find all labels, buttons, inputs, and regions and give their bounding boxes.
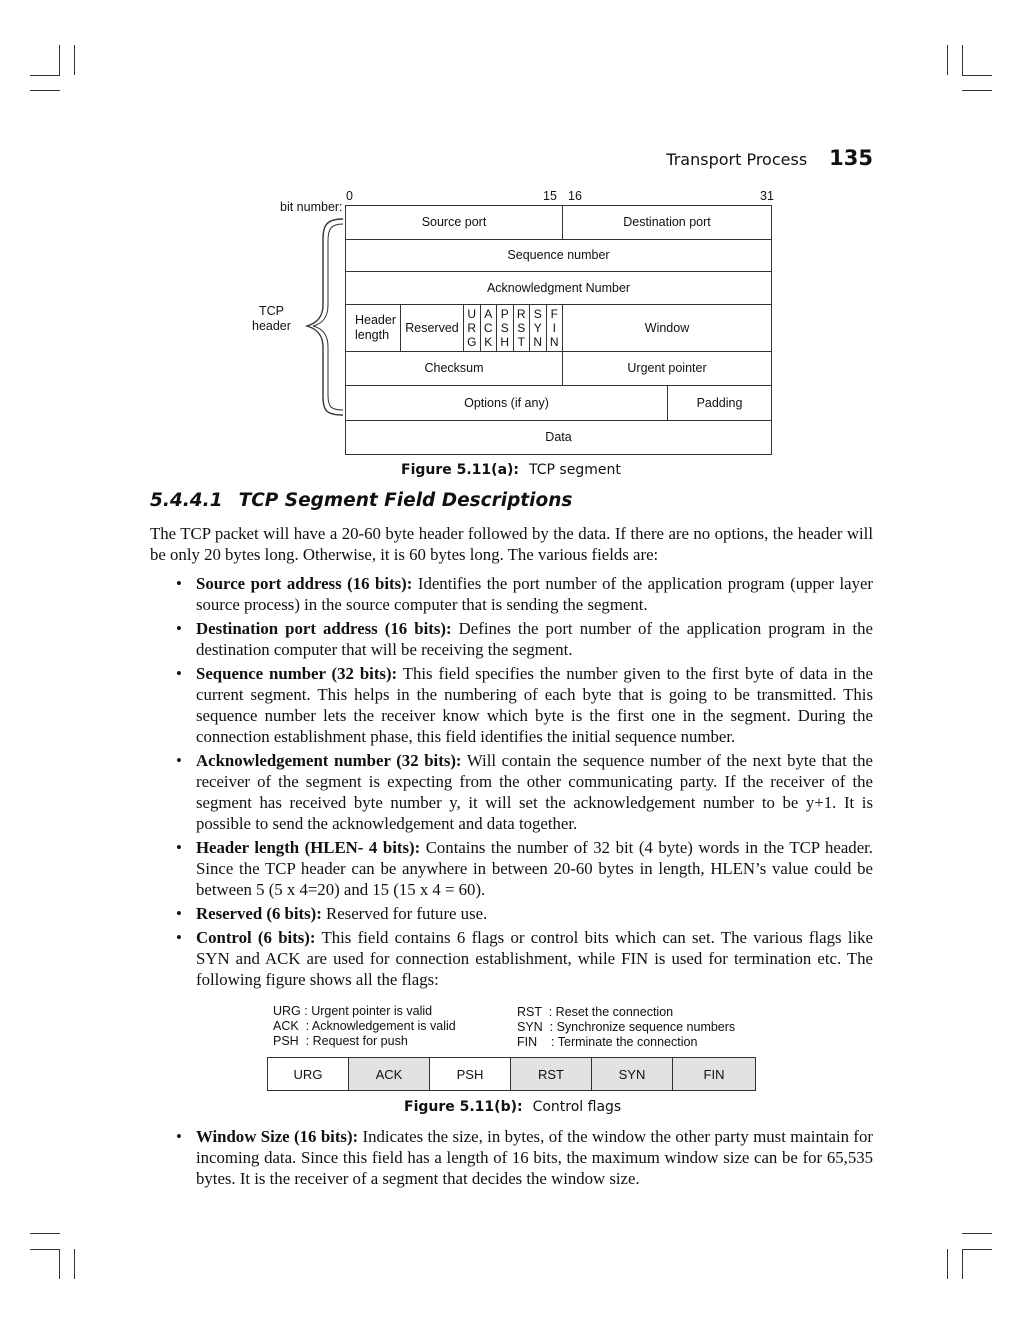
bit-position-16: 16	[568, 189, 582, 203]
item-text: Identifies the port number of the application program (upper layer source process) in the source computer that is sending the segment.	[196, 574, 874, 614]
header-brace	[303, 217, 345, 417]
item-text: Indicates the size, in bytes, of the window the other party must maintain for incoming data. Since this field has a length of 16 bits, the maximum window size can be for 65,535 bytes. It is the receiver of a segment that decides the window size.	[196, 1127, 873, 1188]
bit-position-0: 0	[346, 189, 353, 203]
flag-letter: A	[484, 307, 493, 321]
figure-b-caption-text: Control flags	[532, 1099, 622, 1115]
field-destination-port: Destination port	[562, 205, 772, 240]
flag-letter: S	[533, 307, 542, 321]
list-item: • Window Size (16 bits): Indicates the size, in bytes, of the window the other party must maintain for incoming data. Since this field has a length of 16 bits, the maximum window size can be for 65,535 bytes. It is the receiver of a segment that decides the window size.	[176, 1127, 873, 1188]
list-item: • Destination port address (16 bits): Defines the port number of the application program in the destination computer that will be receiving the segment.	[176, 619, 873, 659]
figure-b-caption-label: Figure 5.11(b):	[404, 1099, 523, 1115]
list-item: • Reserved (6 bits): Reserved for future use.	[176, 904, 488, 923]
list-item: • Control (6 bits): This field contains 6 flags or control bits which can set. The various flags like SYN and ACK are used for connection establishment, while FIN is used for termination etc. The following figure shows all the flags:	[176, 928, 874, 989]
item-term: Acknowledgement number (32 bits):	[196, 751, 462, 770]
figure-a-caption-label: Figure 5.11(a):	[401, 462, 520, 478]
item-term: Sequence number (32 bits):	[196, 664, 398, 683]
flag-letter: C	[483, 321, 493, 335]
flag-cell-ack: ACK	[348, 1057, 430, 1091]
field-padding: Padding	[667, 385, 772, 421]
flag-cell-psh: PSH	[429, 1057, 511, 1091]
flag-letter: N	[549, 335, 559, 349]
flag-letter: P	[500, 307, 509, 321]
field-flag-fin	[546, 304, 564, 352]
field-flag-syn	[529, 304, 547, 352]
field-source-port: Source port	[345, 205, 563, 240]
crop-mark	[30, 1249, 60, 1250]
field-reserved: Reserved	[400, 304, 464, 352]
flag-cell-rst: RST	[510, 1057, 592, 1091]
crop-mark	[74, 1249, 75, 1279]
crop-mark	[962, 90, 992, 91]
legend-urg: URG : Urgent pointer is valid	[273, 1004, 433, 1018]
crop-mark	[947, 1249, 948, 1279]
legend-psh: PSH : Request for push	[273, 1034, 408, 1048]
flag-legend-left	[273, 1004, 456, 1049]
field-urgent-pointer: Urgent pointer	[562, 351, 772, 386]
figure-a-caption-text: TCP segment	[529, 462, 621, 478]
flag-letter: F	[550, 307, 558, 321]
legend-ack: ACK : Acknowledgement is valid	[273, 1019, 456, 1033]
list-item: • Sequence number (32 bits): This field specifies the number given to the first byte of data in the current segment. This helps in the numbering of each byte that is going to be transmitted. This sequence number lets the receiver know which byte is the first one in the segment. During the connection establishment phase, this field identifies the initial sequence number.	[176, 664, 873, 746]
legend-rst: RST : Reset the connection	[517, 1005, 674, 1019]
field-flag-ack	[480, 304, 498, 352]
crop-mark	[962, 45, 963, 75]
field-acknowledgment-number: Acknowledgment Number	[345, 271, 772, 305]
flag-cell-syn: SYN	[591, 1057, 673, 1091]
field-flag-urg	[463, 304, 481, 352]
bit-position-31: 31	[760, 189, 774, 203]
crop-mark	[962, 1249, 992, 1250]
running-title: Transport Process	[666, 150, 808, 169]
crop-mark	[30, 1233, 60, 1234]
crop-mark	[947, 45, 948, 75]
item-text: This field specifies the number given to the first byte of data in the current segment. This helps in the numbering of each byte that is going to be transmitted. This sequence number lets the receiver know which byte is the first one in the segment. During the connection establishment phase, this field identifies the initial sequence number.	[196, 664, 873, 746]
figure-a-caption	[401, 462, 621, 478]
tcp-header-label: TCP header	[252, 304, 291, 333]
flag-letter: N	[533, 335, 543, 349]
running-header	[666, 146, 873, 170]
flag-letter: I	[552, 321, 556, 335]
item-term: Header length (HLEN- 4 bits):	[196, 838, 421, 857]
field-description-list	[150, 573, 873, 993]
item-term: Control (6 bits):	[196, 928, 316, 947]
list-item: • Header length (HLEN- 4 bits): Contains the number of 32 bit (4 byte) words in the TCP header. Since the TCP header can be anywhere in between 20-60 bytes in length, HLEN’s value could be between 5 (5 x 4=20) and 15 (15 x 4 = 60).	[176, 838, 874, 899]
field-window: Window	[562, 304, 772, 352]
flag-letter: T	[517, 335, 525, 349]
legend-fin: FIN : Terminate the connection	[517, 1035, 698, 1049]
field-flag-psh	[496, 304, 514, 352]
crop-mark	[962, 75, 992, 76]
list-item: • Acknowledgement number (32 bits): Will contain the sequence number of the next byte that the receiver of the segment is expecting from the other communicating party. If the receiver of the segment has received byte number y, it will set the acknowledgement number to be y+1. It is possible to send the acknowledgement and data together.	[176, 751, 873, 833]
figure-b-caption	[404, 1099, 621, 1115]
field-data: Data	[345, 420, 772, 455]
item-text: Contains the number of 32 bit (4 byte) words in the TCP header. Since the TCP header can be anywhere in between 20-60 bytes in length, HLEN’s value could be between 5 (5 x 4=20) and 15 (15 x 4 = 60).	[196, 838, 874, 899]
item-text: This field contains 6 flags or control bits which can set. The various flags like SYN and ACK are used for connection establishment, while FIN is used for termination etc. The following figure shows all the flags:	[196, 928, 874, 989]
item-text: Defines the port number of the application program in the destination computer that will be receiving the segment.	[196, 619, 873, 659]
crop-mark	[59, 1249, 60, 1279]
section-number: 5.4.4.1	[150, 490, 223, 511]
flag-letter: R	[516, 307, 526, 321]
item-text: Reserved for future use.	[321, 904, 488, 923]
section-title: TCP Segment Field Descriptions	[238, 490, 573, 511]
crop-mark	[59, 45, 60, 75]
item-term: Destination port address (16 bits):	[196, 619, 452, 638]
list-item: • Source port address (16 bits): Identifies the port number of the application program (upper layer source process) in the source computer that is sending the segment.	[176, 574, 874, 614]
item-term: Source port address (16 bits):	[196, 574, 413, 593]
flag-legend-right	[517, 1005, 735, 1050]
bit-position-15: 15	[543, 189, 557, 203]
crop-mark	[962, 1249, 963, 1279]
item-term: Reserved (6 bits):	[196, 904, 322, 923]
field-sequence-number: Sequence number	[345, 239, 772, 272]
field-options: Options (if any)	[345, 385, 668, 421]
flag-letter: Y	[533, 321, 542, 335]
flag-letter: G	[467, 335, 477, 349]
legend-syn: SYN : Synchronize sequence numbers	[517, 1020, 736, 1034]
section-heading	[150, 490, 572, 511]
field-checksum: Checksum	[345, 351, 563, 386]
field-description-list-continued	[150, 1126, 873, 1192]
flag-cell-urg: URG	[267, 1057, 349, 1091]
flag-letter: R	[467, 321, 477, 335]
crop-mark	[74, 45, 75, 75]
flag-cell-fin: FIN	[672, 1057, 756, 1091]
page-number: 135	[829, 146, 873, 170]
intro-paragraph: The TCP packet will have a 20-60 byte header followed by the data. If there are no options, the header will be only 20 bytes long. Otherwise, it is 60 bytes long. The various fields are:	[150, 524, 873, 564]
flag-letter: K	[484, 335, 493, 349]
item-term: Window Size (16 bits):	[196, 1127, 359, 1146]
field-flag-rst	[513, 304, 531, 352]
crop-mark	[962, 1233, 992, 1234]
flag-letter: H	[500, 335, 510, 349]
flag-letter: S	[500, 321, 509, 335]
flag-letter: S	[517, 321, 526, 335]
field-header-length: Header length	[345, 304, 401, 352]
flag-letter: U	[467, 307, 477, 321]
item-text: Will contain the sequence number of the next byte that the receiver of the segment is expecting from the other communicating party. If the receiver of the segment has received byte number y, it will set the acknowledgement number to be y+1. It is possible to send the acknowledgement and data together.	[196, 751, 873, 833]
bit-number-label: bit number:	[280, 200, 343, 214]
crop-mark	[30, 90, 60, 91]
crop-mark	[30, 75, 60, 76]
